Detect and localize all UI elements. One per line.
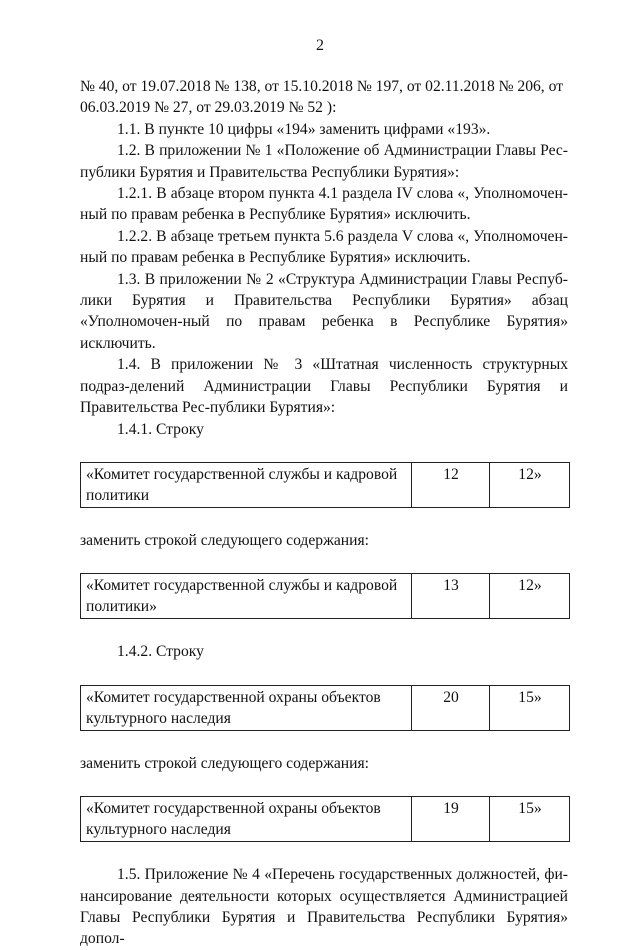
table-new-committee-civil-service xyxy=(80,573,570,619)
paragraph-1-4-1: 1.4.1. Строку xyxy=(117,420,204,438)
paragraph-1-2-1: 1.2.1. В абзаце втором пункта 4.1 раздела IV слова «, Уполномочен-ный по правам ребенка в Республике Бурятия» исключить. xyxy=(80,185,568,224)
table-cell-value-b: 15» xyxy=(490,685,570,730)
table-cell-value-a: 13 xyxy=(412,574,490,619)
table-cell-value-b: 12» xyxy=(490,574,570,619)
paragraph-1-2-2: 1.2.2. В абзаце третьем пункта 5.6 раздела V слова «, Уполномочен-ный по правам ребенка в Республике Бурятия» исключить. xyxy=(80,227,568,267)
paragraph-1-4-2: 1.4.2. Строку xyxy=(117,643,204,661)
replace-phrase-2: заменить строкой следующего содержания: xyxy=(80,754,369,772)
table-cell-name: «Комитет государственной охраны объектов культурного наследия xyxy=(81,685,412,730)
table-cell-name: «Комитет государственной службы и кадровой политики xyxy=(81,462,412,507)
paragraph-1-3: 1.3. В приложении № 2 «Структура Администрации Главы Респуб-лики Бурятия и Правительства Республики Бурятия» абзац «Уполномочен-ный по правам ребенка в Республике Бурятия» исключить. xyxy=(80,270,568,352)
table-new-committee-heritage xyxy=(80,796,570,842)
paragraph-1-4: 1.4. В приложении № 3 «Штатная численность структурных подраз-делений Администрации Главы Республики Бурятия и Правительства Рес-публики Бурятия»: xyxy=(80,356,568,417)
intro-line-1: № 40, от 19.07.2018 № 138, от 15.10.2018 № 197, от 02.11.2018 № 206, от xyxy=(80,78,564,95)
table-cell-value-a: 20 xyxy=(412,685,490,730)
table-old-committee-civil-service xyxy=(80,462,570,508)
table-cell-name: «Комитет государственной охраны объектов культурного наследия xyxy=(81,797,412,842)
table-cell-value-a: 12 xyxy=(412,462,490,507)
paragraph-1-2: 1.2. В приложении № 1 «Положение об Администрации Главы Рес-публики Бурятия и Правительства Республики Бурятия»: xyxy=(80,142,568,181)
paragraph-1-1: 1.1. В пункте 10 цифры «194» заменить цифрами «193». xyxy=(117,120,491,138)
table-row xyxy=(81,685,570,730)
paragraph-1-5: 1.5. Приложение № 4 «Перечень государственных должностей, фи-нансирование деятельности которых осуществляется Администрацией Главы Республики Бурятия и Правительства Республики Бурятия» допол- xyxy=(80,866,568,948)
intro-line-2: 06.03.2019 № 27, от 29.03.2019 № 52 ): xyxy=(80,99,337,117)
table-cell-value-b: 15» xyxy=(490,797,570,842)
document-body xyxy=(80,76,568,950)
table-row xyxy=(81,462,570,507)
table-cell-value-b: 12» xyxy=(490,462,570,507)
table-row xyxy=(81,574,570,619)
page-number: 2 xyxy=(316,37,324,54)
table-row xyxy=(81,797,570,842)
replace-phrase-1: заменить строкой следующего содержания: xyxy=(80,531,369,549)
table-cell-value-a: 19 xyxy=(412,797,490,842)
table-cell-name: «Комитет государственной службы и кадровой политики» xyxy=(81,574,412,619)
table-old-committee-heritage xyxy=(80,685,570,731)
